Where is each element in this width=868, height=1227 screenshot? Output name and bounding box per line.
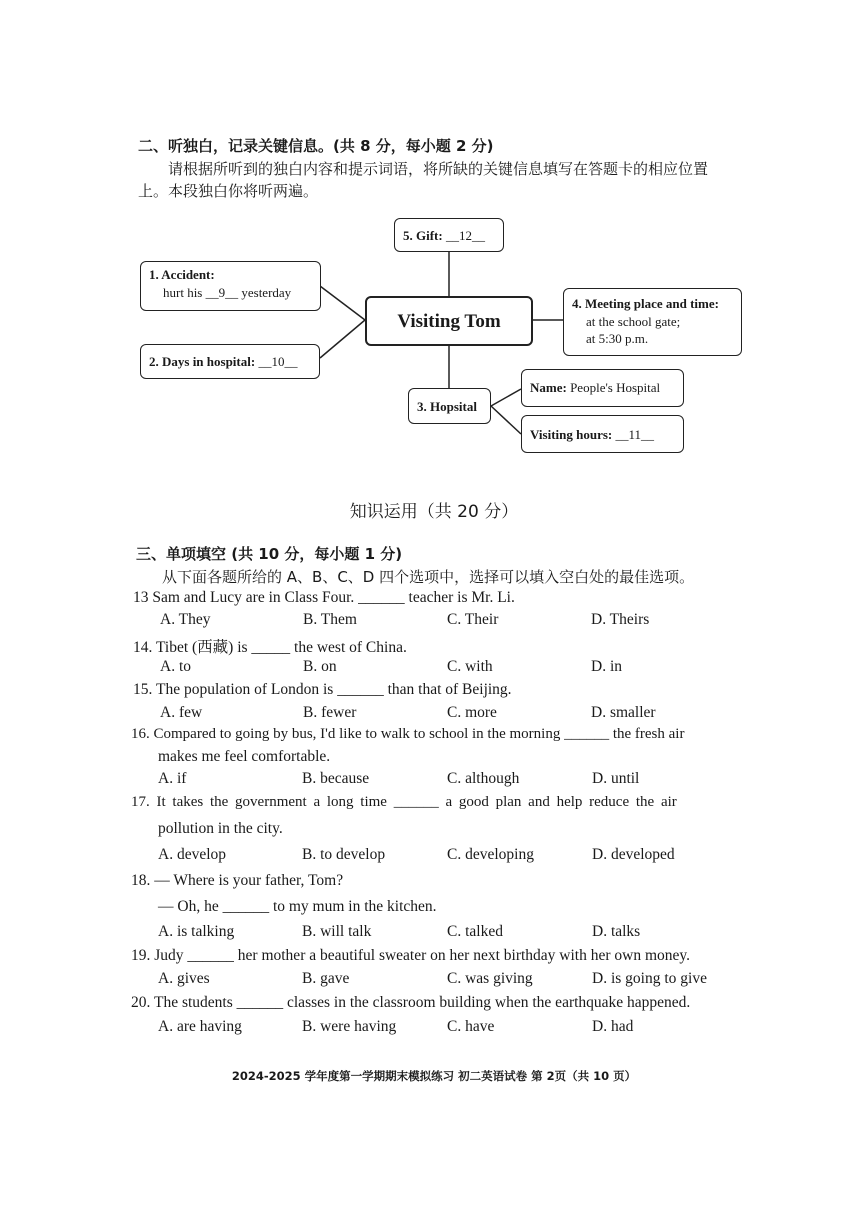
question-19-option-d: D. is going to give xyxy=(592,970,707,987)
question-15-option-b: B. fewer xyxy=(303,704,357,721)
accident-label: 1. Accident: xyxy=(149,267,215,282)
meeting-label: 4. Meeting place and time: xyxy=(572,296,719,311)
question-17-stem: 17. It takes the government a long time ______ a good plan and help reduce the air xyxy=(131,794,677,810)
question-19-option-a: A. gives xyxy=(158,970,210,987)
hospital-name-box xyxy=(521,369,684,407)
question-16-option-c: C. although xyxy=(447,770,520,787)
days-blank: __10__ xyxy=(258,354,298,369)
gift-blank: __12__ xyxy=(445,228,485,243)
question-17-option-c: C. developing xyxy=(447,846,534,863)
days-label: 2. Days in hospital: xyxy=(149,354,256,369)
question-14-option-d: D. in xyxy=(591,658,622,675)
gift-label: 5. Gift: xyxy=(403,228,443,243)
center-title: Visiting Tom xyxy=(397,311,501,332)
hospital-name-label: Name: xyxy=(530,380,567,395)
visiting-hours-label: Visiting hours: xyxy=(530,427,613,442)
center-box xyxy=(365,296,533,346)
question-18-option-b: B. will talk xyxy=(302,923,372,940)
question-19-option-b: B. gave xyxy=(302,970,350,987)
question-14-stem: 14. Tibet (西藏) is _____ the west of China. xyxy=(133,639,407,656)
question-18-option-d: D. talks xyxy=(592,923,641,940)
visiting-hours-blank: __11__ xyxy=(615,427,655,442)
meeting-place: at the school gate; xyxy=(586,313,681,329)
question-13-option-d: D. Theirs xyxy=(591,611,650,628)
question-18-stem: 18. — Where is your father, Tom? xyxy=(131,872,344,889)
question-17-option-d: D. developed xyxy=(592,846,675,863)
question-15-option-c: C. more xyxy=(447,704,497,721)
question-15-option-a: A. few xyxy=(160,704,203,721)
question-18-option-c: C. talked xyxy=(447,923,503,940)
question-20-option-d: D. had xyxy=(592,1018,634,1035)
question-13-option-a: A. They xyxy=(160,611,211,628)
meeting-time: at 5:30 p.m. xyxy=(586,331,649,347)
section2-instruction: 请根据所听到的独白内容和提示词语，将所缺的关键信息填写在答题卡的相应位置 xyxy=(168,160,709,178)
question-15-stem: 15. The population of London is ______ than that of Beijing. xyxy=(133,681,512,698)
section2-instruction-cont: 上。本段独白你将听两遍。 xyxy=(138,182,319,200)
question-13-option-c: C. Their xyxy=(447,611,499,628)
question-16-option-d: D. until xyxy=(592,770,640,787)
question-16-option-a: A. if xyxy=(158,770,187,787)
question-14-option-b: B. on xyxy=(303,658,337,675)
question-14-option-a: A. to xyxy=(160,658,191,675)
question-16-stem-cont: makes me feel comfortable. xyxy=(158,748,331,765)
question-20-option-c: C. have xyxy=(447,1018,495,1035)
days-box xyxy=(140,344,320,379)
accident-text: hurt his __9__ yesterday xyxy=(163,284,292,300)
question-19-stem: 19. Judy ______ her mother a beautiful sweater on her next birthday with her own money. xyxy=(131,947,691,964)
question-13-option-b: B. Them xyxy=(303,611,357,628)
accident-box xyxy=(140,261,321,311)
section2-heading: 二、听独白，记录关键信息。(共 8 分，每小题 2 分) xyxy=(138,137,494,155)
question-16-stem: 16. Compared to going by bus, I'd like to walk to school in the morning ______ the fresh air xyxy=(131,726,685,742)
hospital-name-value: People's Hospital xyxy=(570,380,661,395)
visiting-hours-box xyxy=(521,415,684,453)
hospital-label: 3. Hopsital xyxy=(417,399,477,414)
question-19-option-c: C. was giving xyxy=(447,970,533,987)
question-17-stem-cont: pollution in the city. xyxy=(158,820,283,837)
question-20-stem: 20. The students ______ classes in the classroom building when the earthquake happened. xyxy=(131,994,691,1011)
question-13-stem: 13 Sam and Lucy are in Class Four. ______ teacher is Mr. Li. xyxy=(133,589,515,606)
question-15-option-d: D. smaller xyxy=(591,704,656,721)
question-18-stem-cont: — Oh, he ______ to my mum in the kitchen. xyxy=(158,898,437,915)
question-20-option-a: A. are having xyxy=(158,1018,242,1035)
question-20-option-b: B. were having xyxy=(302,1018,397,1035)
page-footer: 2024-2025 学年度第一学期期末模拟练习 初二英语试卷 第 2页（共 10 页） xyxy=(231,1069,637,1083)
section3-instruction: 从下面各题所给的 A、B、C、D 四个选项中，选择可以填入空白处的最佳选项。 xyxy=(162,568,695,586)
knowledge-section-title: 知识运用（共 20 分） xyxy=(349,502,519,522)
meeting-box xyxy=(563,288,742,356)
question-14-option-c: C. with xyxy=(447,658,493,675)
gift-box xyxy=(394,218,504,252)
question-18-option-a: A. is talking xyxy=(158,923,235,940)
question-17-option-a: A. develop xyxy=(158,846,227,863)
hospital-box xyxy=(408,388,491,424)
section3-heading: 三、单项填空 (共 10 分，每小题 1 分) xyxy=(136,545,403,563)
question-17-option-b: B. to develop xyxy=(302,846,386,863)
question-16-option-b: B. because xyxy=(302,770,370,787)
